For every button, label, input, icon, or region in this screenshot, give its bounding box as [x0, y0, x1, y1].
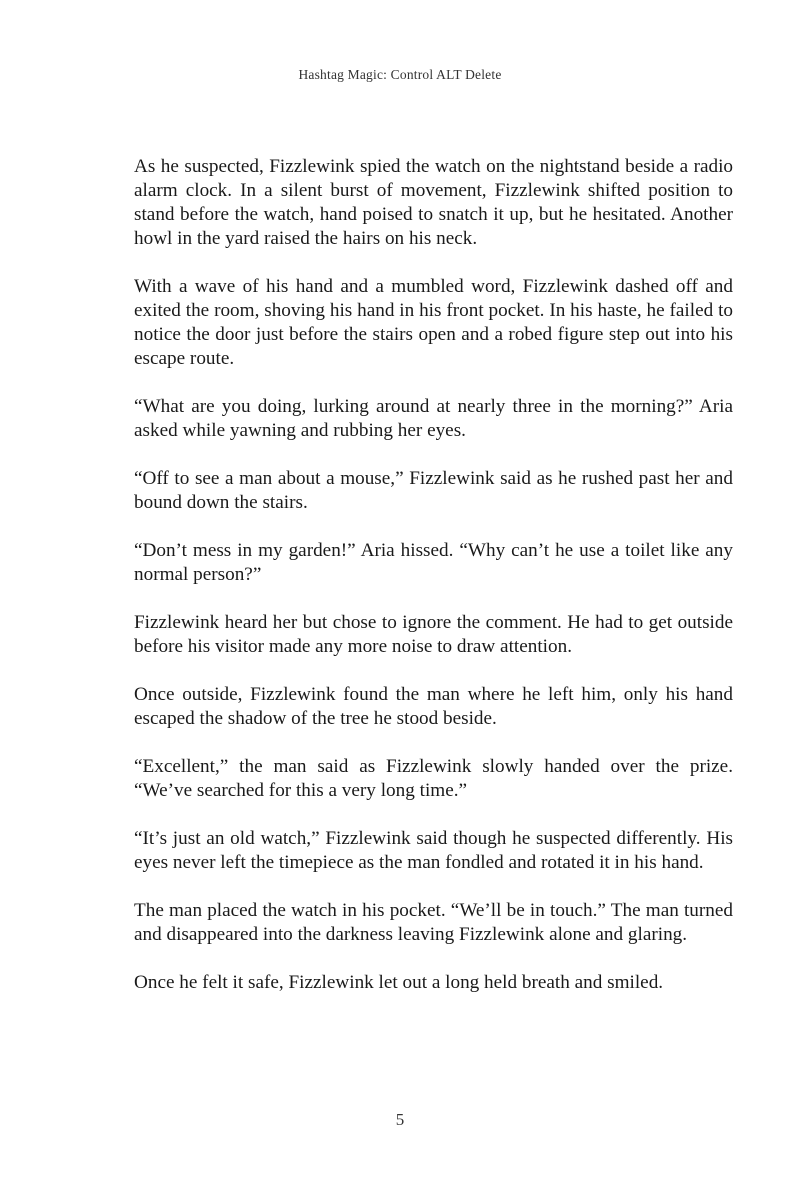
- paragraph: “Don’t mess in my garden!” Aria hissed. “Why can’t he use a toilet like any normal person?”: [134, 540, 733, 585]
- running-header: Hashtag Magic: Control ALT Delete: [298, 67, 502, 82]
- paragraph: “What are you doing, lurking around at nearly three in the morning?” Aria asked while yawning and rubbing her eyes.: [134, 396, 733, 441]
- paragraph: Once he felt it safe, Fizzlewink let out a long held breath and smiled.: [134, 972, 664, 993]
- page-number: 5: [395, 1110, 405, 1129]
- paragraph: With a wave of his hand and a mumbled word, Fizzlewink dashed off and exited the room, shoving his hand in his front pocket. In his haste, he failed to notice the door just before the stairs open and a robed figure step out into his escape route.: [134, 276, 733, 369]
- paragraph: Fizzlewink heard her but chose to ignore the comment. He had to get outside before his visitor made any more noise to draw attention.: [134, 612, 733, 657]
- paragraph: The man placed the watch in his pocket. “We’ll be in touch.” The man turned and disappeared into the darkness leaving Fizzlewink alone and glaring.: [134, 900, 733, 945]
- paragraph: Once outside, Fizzlewink found the man where he left him, only his hand escaped the shadow of the tree he stood beside.: [134, 684, 733, 729]
- paragraph: As he suspected, Fizzlewink spied the watch on the nightstand beside a radio alarm clock. In a silent burst of movement, Fizzlewink shifted position to stand before the watch, hand poised to snatch it up, but he hesitated. Another howl in the yard raised the hairs on his neck.: [134, 156, 733, 249]
- paragraph: “It’s just an old watch,” Fizzlewink said though he suspected differently. His eyes never left the timepiece as the man fondled and rotated it in his hand.: [134, 828, 733, 873]
- paragraph: “Off to see a man about a mouse,” Fizzlewink said as he rushed past her and bound down the stairs.: [134, 468, 733, 513]
- body-text: [134, 155, 733, 1019]
- paragraph: “Excellent,” the man said as Fizzlewink slowly handed over the prize. “We’ve searched for this a very long time.”: [134, 756, 733, 801]
